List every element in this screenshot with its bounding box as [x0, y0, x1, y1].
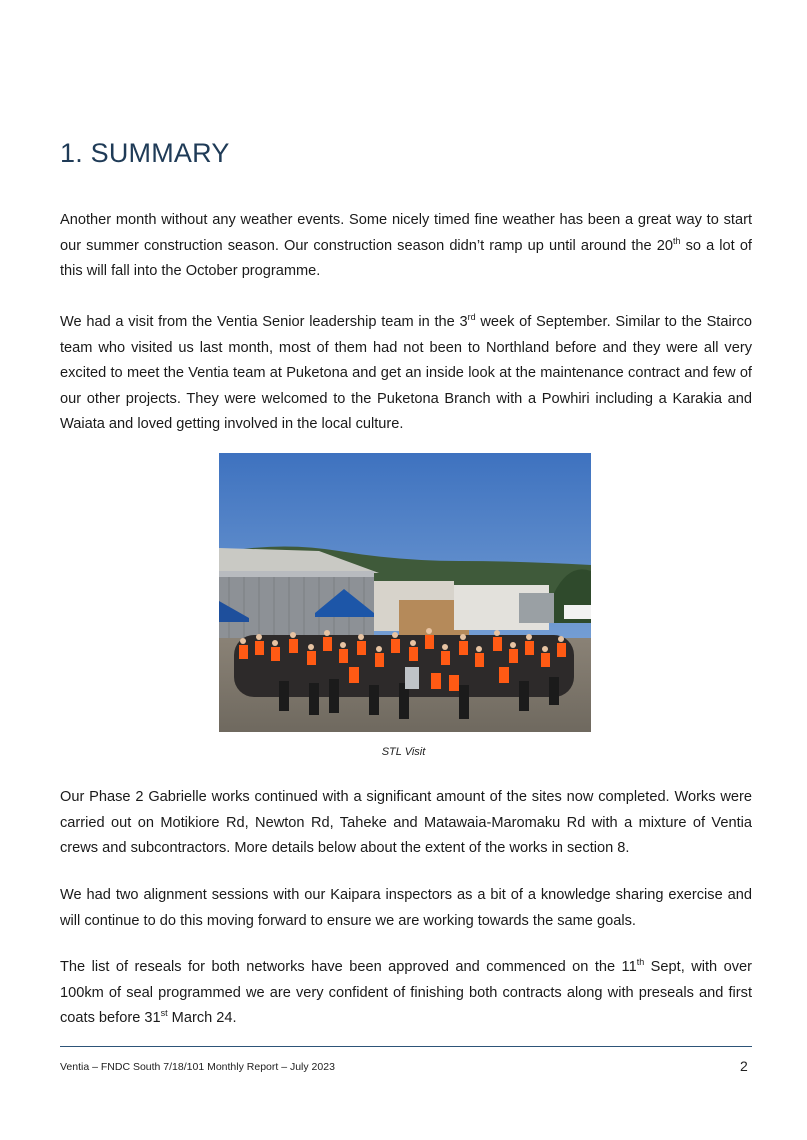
stl-visit-photo	[219, 453, 591, 732]
paragraph-gabrielle-works: Our Phase 2 Gabrielle works continued with a significant amount of the sites now completed. Works were carried out on Motikiore Rd, Newton Rd, Taheke and Matawaia-Maromaku Rd with a mixture of Ventia crews and subcontractors. More details below about the extent of the works in section 8.	[60, 789, 752, 857]
page-number: 2	[740, 1058, 748, 1074]
photo-caption: STL Visit	[381, 746, 426, 758]
section-heading: 1. SUMMARY	[60, 138, 230, 168]
paragraph-alignment-sessions: We had two alignment sessions with our Kaipara inspectors as a bit of a knowledge sharing exercise and will continue to do this moving forward to ensure we are working towards the same goals.	[60, 887, 752, 929]
text-run: March 24.	[167, 1010, 237, 1027]
text-run: Sept, with over 100km of seal programmed we are very confident of finishing both contracts along with preseals and first coats before 31	[60, 959, 752, 1027]
superscript: rd	[467, 312, 476, 323]
superscript: th	[672, 235, 681, 246]
text-run: week of September. Similar to the Stairco team who visited us last month, most of them had not been to Northland before and they were all very excited to meet the Ventia team at Puketona and get an inside look at the maintenance contract and few of our other projects. They were welcomed to the Puketona Branch with a Powhiri including a Karakia and Waiata and loved getting involved in the local culture.	[60, 314, 752, 433]
text-run: The list of reseals for both networks have been approved and commenced on the 11	[60, 959, 637, 975]
paragraph-leadership-visit	[60, 310, 752, 438]
text-run: We had a visit from the Ventia Senior leadership team in the 3	[60, 314, 468, 330]
text-run: so a lot of this will fall into the October programme.	[60, 237, 752, 280]
superscript: th	[636, 957, 645, 968]
paragraph-reseals	[60, 955, 752, 1032]
paragraph-weather	[60, 208, 752, 285]
footer-rule	[60, 1046, 752, 1047]
superscript: st	[160, 1008, 168, 1019]
text-run: Another month without any weather events. Some nicely timed fine weather has been a great way to start our summer construction season. Our construction season didn’t ramp up until around the 20	[60, 212, 752, 254]
footer-text: Ventia – FNDC South 7/18/101 Monthly Report – July 2023	[60, 1061, 335, 1073]
